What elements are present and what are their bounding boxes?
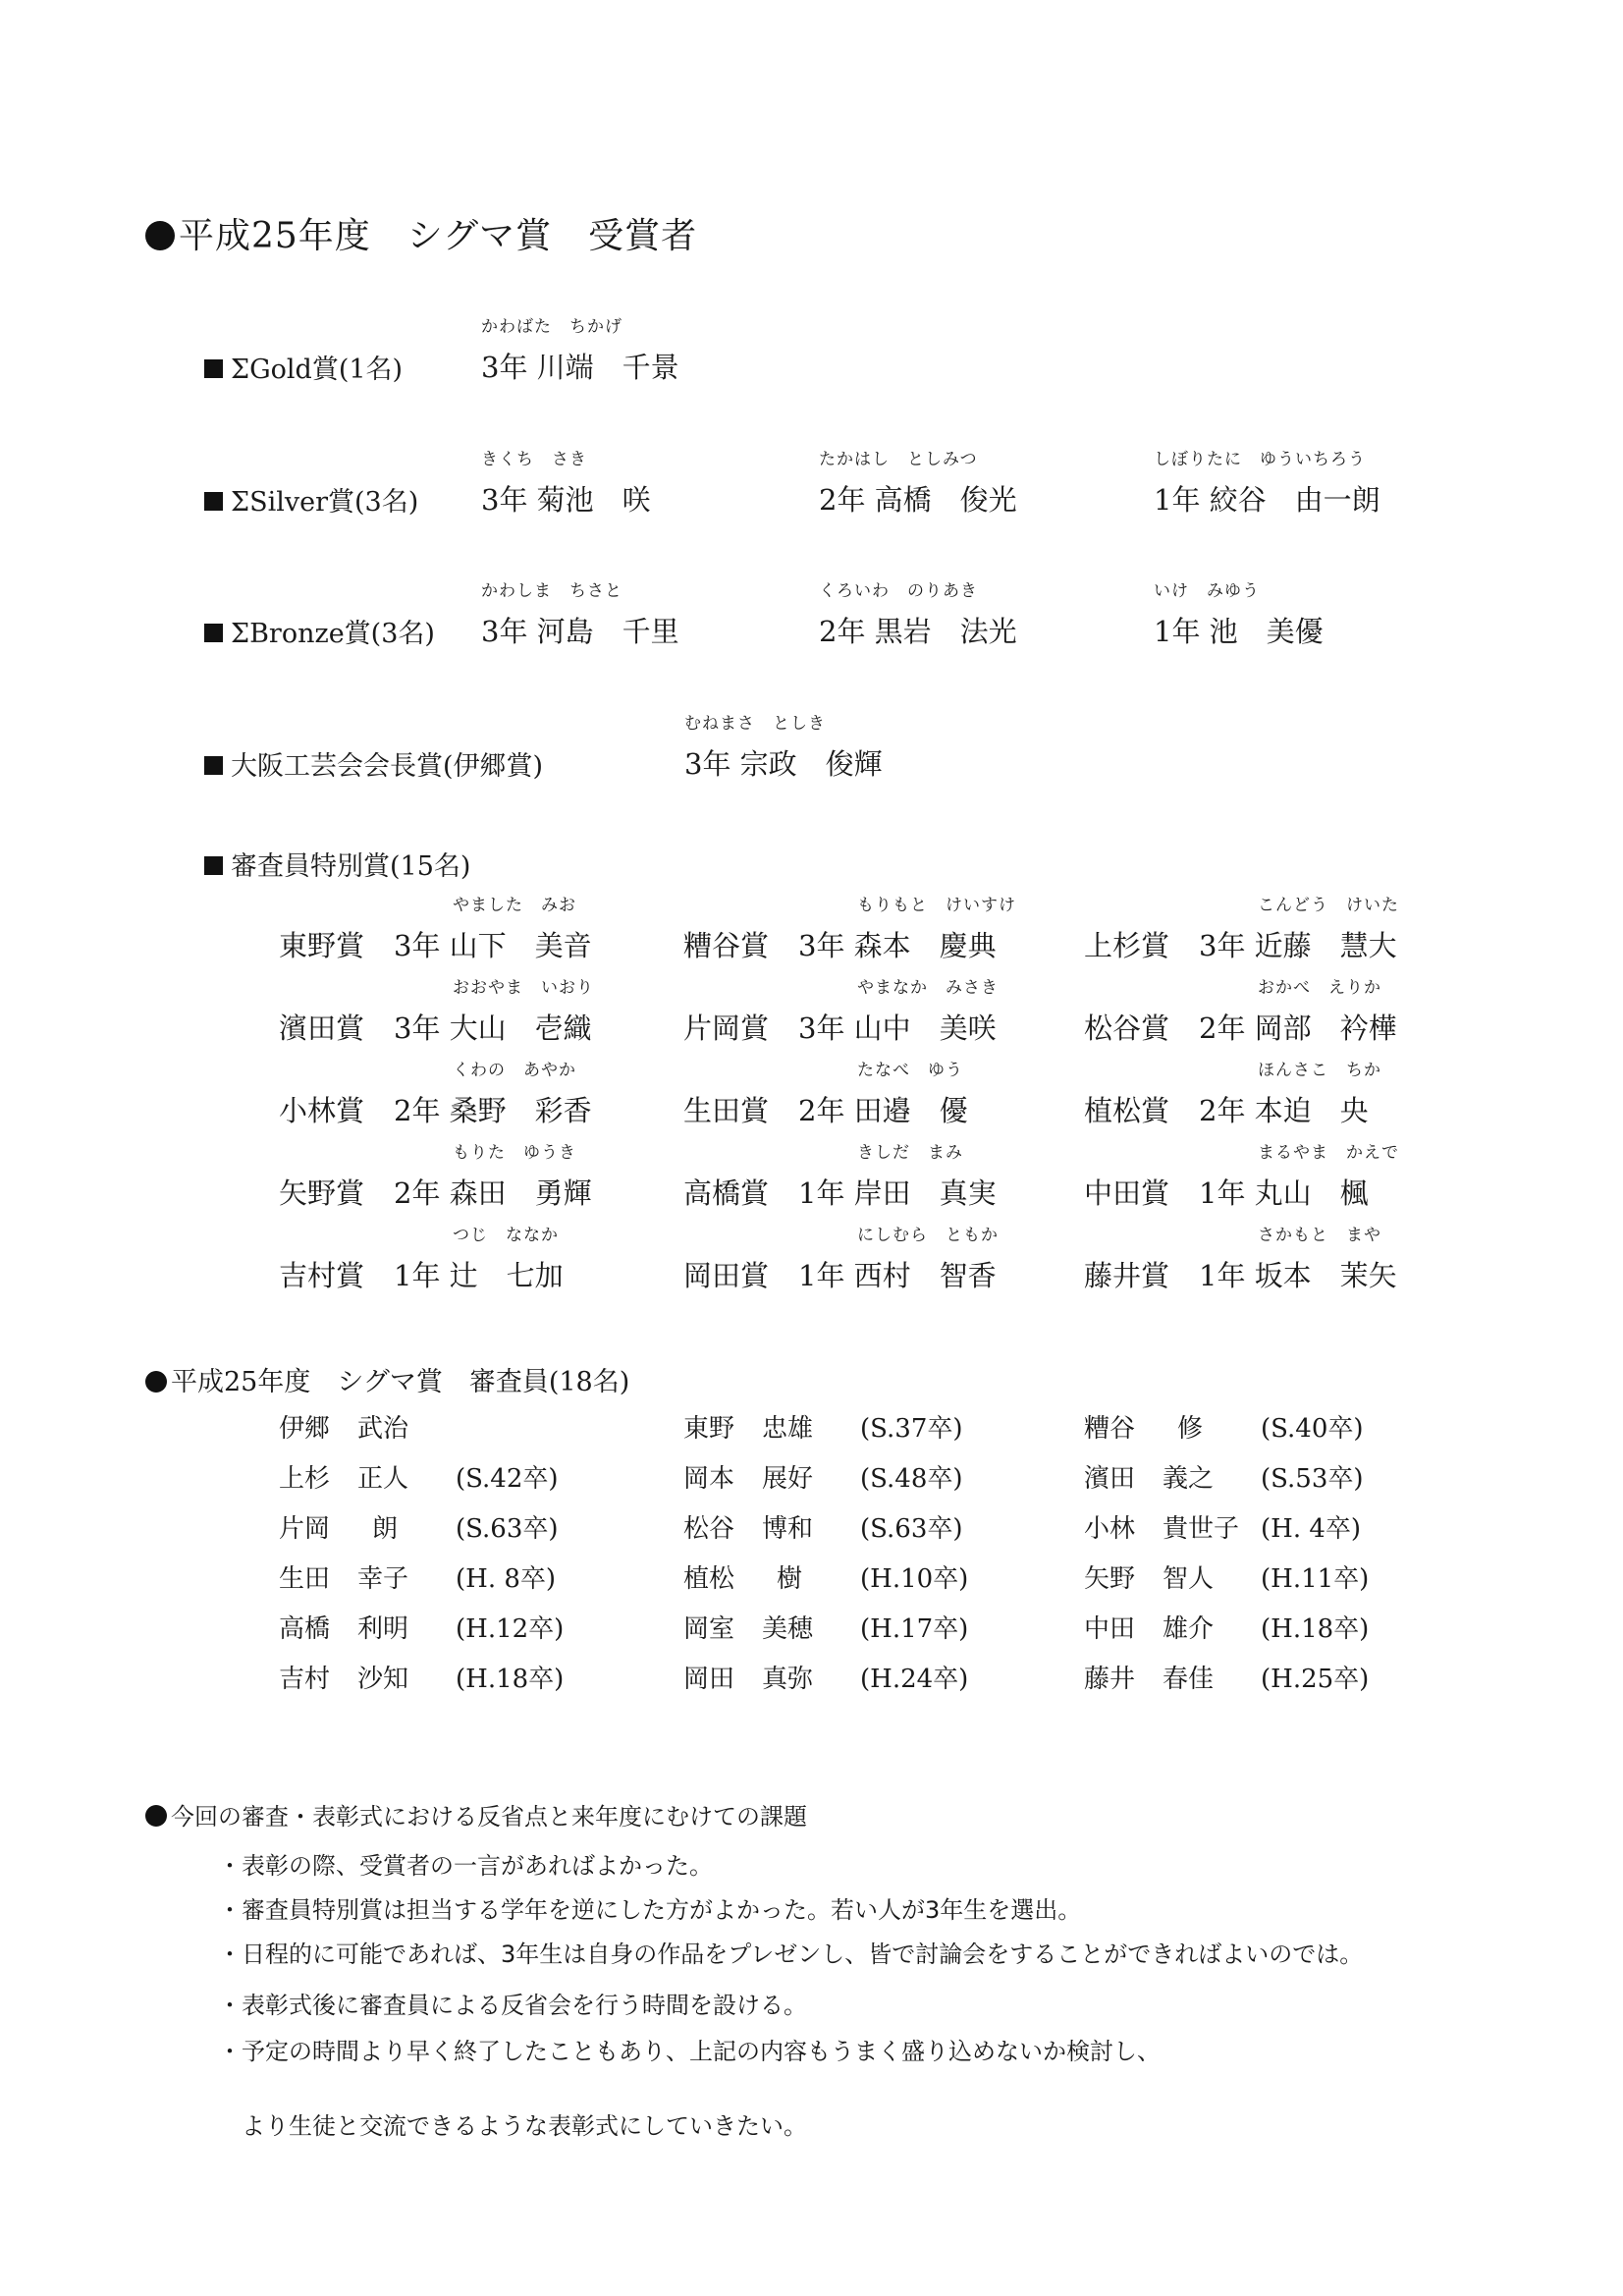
judge-surname: 中田 [1084, 1614, 1136, 1644]
special-award-name: 吉村賞 [279, 1259, 365, 1292]
judge-surname: 濱田 [1084, 1464, 1136, 1494]
judge-given-name: 正人 [357, 1464, 409, 1494]
special-award-name: 矢野賞 [279, 1176, 365, 1210]
judge-surname: 小林 [1084, 1514, 1136, 1544]
winner-ruby: くろいわ のりあき [819, 581, 978, 601]
special-winner-ruby: にしむら ともか [857, 1226, 999, 1245]
judge-given-name: 展好 [762, 1464, 814, 1494]
issue-item: ・日程的に可能であれば、3年生は自身の作品をプレゼンし、皆で討論会をすることができればよいのでは。 [218, 1941, 1364, 1968]
special-winner-name [394, 1254, 564, 1294]
winner-year: 1年 [1199, 1176, 1246, 1210]
special-winner-ruby: もりもと けいすけ [857, 896, 1016, 915]
winner-full-name: 田邉 優 [853, 1094, 968, 1127]
special-award-name: 中田賞 [1084, 1176, 1170, 1210]
special-winner-name [1199, 924, 1397, 964]
square-bullet-icon [204, 492, 223, 511]
winner-name: 2年 高橋 俊光 [819, 483, 1017, 517]
winner-full-name: 山下 美音 [449, 929, 592, 962]
winner-ruby: しぼりたに ゆういちろう [1154, 450, 1366, 469]
judge-graduation: (H.18卒) [456, 1665, 565, 1694]
judge-given-name: 武治 [357, 1414, 409, 1444]
special-winner-name [394, 1172, 592, 1212]
winner-full-name: 辻 七加 [449, 1259, 564, 1292]
issues-title: 今回の審査・表彰式における反省点と来年度にむけての課題 [145, 1797, 807, 1831]
judge-given-name: 修 [1177, 1414, 1204, 1444]
winner-full-name: 本迫 央 [1254, 1094, 1369, 1127]
bullet-icon [145, 1805, 167, 1827]
judge-surname: 松谷 [683, 1514, 735, 1544]
winner-full-name: 岸田 真実 [853, 1176, 997, 1210]
special-award-name: 小林賞 [279, 1094, 365, 1127]
special-winner-ruby: やまなか みさき [857, 978, 999, 998]
judge-graduation: (H. 4卒) [1261, 1514, 1362, 1544]
judge-given-name: 博和 [762, 1514, 814, 1544]
special-winner-ruby: きしだ まみ [857, 1143, 963, 1163]
special-winner-name [798, 1007, 997, 1047]
winner-full-name: 森本 慶典 [853, 929, 997, 962]
bullet-icon [145, 1371, 167, 1393]
judge-surname: 生田 [279, 1564, 331, 1594]
winner-year: 1年 [798, 1176, 845, 1210]
judge-surname: 東野 [683, 1414, 735, 1444]
judge-given-name: 美穂 [762, 1614, 814, 1644]
judge-surname: 植松 [683, 1564, 735, 1594]
judge-graduation: (H. 8卒) [456, 1564, 557, 1594]
square-bullet-icon [204, 856, 223, 875]
judge-surname: 吉村 [279, 1665, 331, 1694]
bronze-award-label: ΣBronze賞(3名) [204, 612, 435, 650]
special-winner-name [798, 1254, 997, 1294]
special-winner-ruby: さかもと まや [1258, 1226, 1381, 1245]
page-title [145, 208, 697, 258]
winner-ruby: きくち さき [481, 450, 587, 469]
judge-graduation: (H.25卒) [1261, 1665, 1370, 1694]
judge-given-name: 利明 [357, 1614, 409, 1644]
winner-year: 2年 [394, 1176, 441, 1210]
judge-surname: 藤井 [1084, 1665, 1136, 1694]
winner-full-name: 山中 美咲 [853, 1011, 997, 1045]
winner-name: 1年 絞谷 由一朗 [1154, 483, 1380, 517]
special-winner-name [394, 1089, 592, 1129]
gold-award-label: ΣGold賞(1名) [204, 348, 403, 386]
bullet-icon [145, 221, 175, 250]
special-award-name: 片岡賞 [683, 1011, 770, 1045]
special-winner-ruby: もりた ゆうき [453, 1143, 576, 1163]
winner-full-name: 坂本 茉矢 [1254, 1259, 1397, 1292]
winner-full-name: 近藤 慧大 [1254, 929, 1397, 962]
special-winner-ruby: こんどう けいた [1258, 896, 1399, 915]
winner-year: 1年 [798, 1259, 845, 1292]
judge-surname: 片岡 [279, 1514, 331, 1544]
winner-full-name: 森田 勇輝 [449, 1176, 592, 1210]
special-award-name: 岡田賞 [683, 1259, 770, 1292]
special-winner-ruby: たなべ ゆう [857, 1061, 963, 1080]
winner-ruby: いけ みゆう [1154, 581, 1260, 601]
judge-surname: 伊郷 [279, 1414, 331, 1444]
judge-graduation: (H.24卒) [860, 1665, 969, 1694]
winner-year: 2年 [394, 1094, 441, 1127]
judge-graduation: (S.63卒) [456, 1514, 559, 1544]
judge-surname: 岡室 [683, 1614, 735, 1644]
winner-year: 2年 [1199, 1011, 1246, 1045]
judge-surname: 岡本 [683, 1464, 735, 1494]
judge-graduation: (H.11卒) [1261, 1564, 1370, 1594]
special-winner-name [1199, 1172, 1369, 1212]
judge-given-name: 沙知 [357, 1665, 409, 1694]
special-winner-ruby: おかべ えりか [1258, 978, 1381, 998]
winner-name: 3年 宗政 俊輝 [684, 747, 883, 781]
judge-given-name: 幸子 [357, 1564, 409, 1594]
judge-surname: 矢野 [1084, 1564, 1136, 1594]
winner-ruby: かわしま ちさと [481, 581, 622, 601]
issue-item: ・予定の時間より早く終了したこともあり、上記の内容もうまく盛り込めないか検討し、 [218, 2038, 1161, 2065]
special-winner-name [798, 1172, 997, 1212]
judge-given-name: 雄介 [1163, 1614, 1215, 1644]
special-award-name: 高橋賞 [683, 1176, 770, 1210]
square-bullet-icon [204, 359, 223, 378]
judge-graduation: (S.42卒) [456, 1464, 559, 1494]
winner-full-name: 丸山 楓 [1254, 1176, 1369, 1210]
winner-ruby: むねまさ としき [684, 714, 826, 734]
special-winner-ruby: くわの あやか [453, 1061, 576, 1080]
winner-name: 1年 池 美優 [1154, 615, 1324, 648]
square-bullet-icon [204, 624, 223, 642]
judge-graduation: (H.18卒) [1261, 1614, 1370, 1644]
judge-given-name: 智人 [1163, 1564, 1215, 1594]
special-winner-name [394, 1007, 592, 1047]
judge-given-name: 春佳 [1163, 1665, 1215, 1694]
special-award-label: 審査員特別賞(15名) [204, 845, 470, 883]
winner-year: 3年 [394, 929, 441, 962]
winner-year: 2年 [798, 1094, 845, 1127]
special-award-name: 生田賞 [683, 1094, 770, 1127]
winner-name: 3年 河島 千里 [481, 615, 679, 648]
special-award-name: 東野賞 [279, 929, 365, 962]
winner-name: 3年 川端 千景 [481, 351, 679, 384]
winner-ruby: たかはし としみつ [819, 450, 978, 469]
judge-graduation: (S.63卒) [860, 1514, 963, 1544]
winner-full-name: 大山 壱織 [449, 1011, 592, 1045]
special-winner-name [394, 924, 592, 964]
page-title-text: 平成25年度 シグマ賞 受賞者 [179, 216, 698, 256]
judge-surname: 岡田 [683, 1665, 735, 1694]
judge-graduation: (S.37卒) [860, 1414, 963, 1444]
judge-graduation: (S.48卒) [860, 1464, 963, 1494]
winner-year: 3年 [394, 1011, 441, 1045]
special-winner-ruby: つじ ななか [453, 1226, 559, 1245]
winner-year: 3年 [798, 1011, 845, 1045]
judge-given-name: 真弥 [762, 1665, 814, 1694]
winner-full-name: 桑野 彩香 [449, 1094, 592, 1127]
square-bullet-icon [204, 756, 223, 775]
winner-year: 1年 [394, 1259, 441, 1292]
osaka-award-label: 大阪工芸会会長賞(伊郷賞) [204, 744, 543, 783]
judge-surname: 高橋 [279, 1614, 331, 1644]
winner-full-name: 岡部 衿樺 [1254, 1011, 1397, 1045]
judge-given-name: 忠雄 [762, 1414, 814, 1444]
special-award-name: 濱田賞 [279, 1011, 365, 1045]
judge-graduation: (H.12卒) [456, 1614, 565, 1644]
judge-surname: 糟谷 [1084, 1414, 1136, 1444]
winner-year: 3年 [1199, 929, 1246, 962]
issue-item: ・表彰の際、受賞者の一言があればよかった。 [218, 1852, 713, 1880]
special-winner-name [1199, 1089, 1369, 1129]
special-award-name: 上杉賞 [1084, 929, 1170, 962]
issue-item: ・審査員特別賞は担当する学年を逆にした方がよかった。若い人が3年生を選出。 [218, 1896, 1082, 1924]
silver-award-label: ΣSilver賞(3名) [204, 480, 418, 519]
special-winner-name [798, 1089, 968, 1129]
special-award-name: 糟谷賞 [683, 929, 770, 962]
special-winner-ruby: ほんさこ ちか [1258, 1061, 1381, 1080]
judge-given-name: 義之 [1163, 1464, 1215, 1494]
winner-name: 2年 黒岩 法光 [819, 615, 1017, 648]
issue-item: より生徒と交流できるような表彰式にしていきたい。 [218, 2112, 807, 2140]
issue-item: ・表彰式後に審査員による反省会を行う時間を設ける。 [218, 1992, 807, 2019]
special-winner-ruby: おおやま いおり [453, 978, 594, 998]
special-award-name: 藤井賞 [1084, 1259, 1170, 1292]
judge-graduation: (H.17卒) [860, 1614, 969, 1644]
winner-year: 3年 [798, 929, 845, 962]
special-winner-name [1199, 1254, 1397, 1294]
special-winner-name [1199, 1007, 1397, 1047]
winner-full-name: 西村 智香 [853, 1259, 997, 1292]
judge-graduation: (H.10卒) [860, 1564, 969, 1594]
special-winner-name [798, 924, 997, 964]
special-winner-ruby: まるやま かえで [1258, 1143, 1399, 1163]
winner-year: 2年 [1199, 1094, 1246, 1127]
judge-given-name: 朗 [372, 1514, 399, 1544]
judge-given-name: 樹 [777, 1564, 803, 1594]
judge-graduation: (S.53卒) [1261, 1464, 1364, 1494]
winner-name: 3年 菊池 咲 [481, 483, 651, 517]
winner-ruby: かわばた ちかげ [481, 317, 622, 337]
special-winner-ruby: やました みお [453, 896, 576, 915]
judge-surname: 上杉 [279, 1464, 331, 1494]
judges-title: 平成25年度 シグマ賞 審査員(18名) [145, 1360, 629, 1398]
judge-graduation: (S.40卒) [1261, 1414, 1364, 1444]
winner-year: 1年 [1199, 1259, 1246, 1292]
special-award-name: 松谷賞 [1084, 1011, 1170, 1045]
special-award-name: 植松賞 [1084, 1094, 1170, 1127]
judge-given-name: 貴世子 [1163, 1514, 1240, 1544]
